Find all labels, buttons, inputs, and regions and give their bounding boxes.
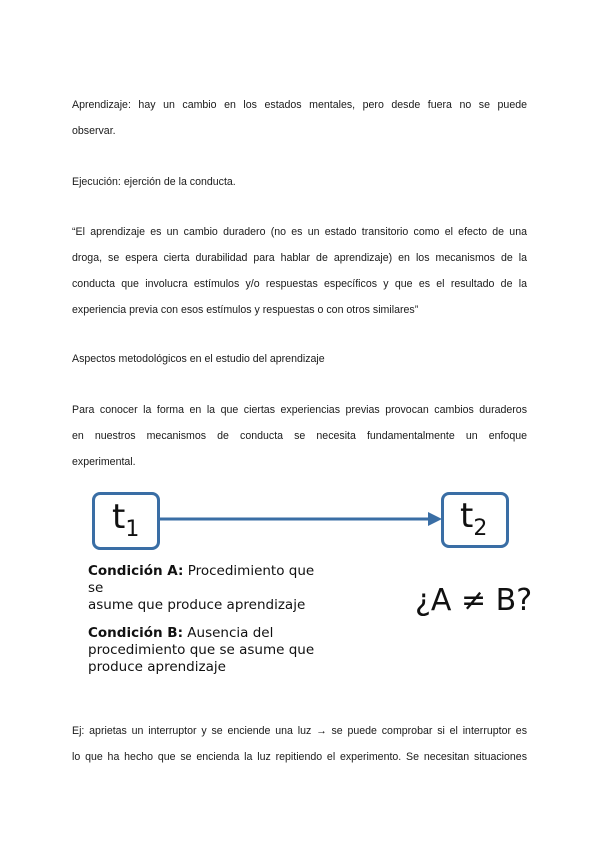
text-line: droga, se espera cierta durabilidad para hablar de aprendizaje) en los mecanismos de la — [72, 252, 527, 264]
paragraph-aspectos — [72, 346, 527, 372]
arrow-head — [428, 512, 442, 526]
paragraph-ejecucion — [72, 169, 527, 195]
text-line: Aprendizaje: hay un cambio en los estados mentales, pero desde fuera no se puede — [72, 99, 527, 111]
text-line: Ejecución: ejerción de la conducta. — [72, 176, 236, 188]
text-line: experimental. — [72, 456, 136, 468]
t2-label: $t_2$ — [460, 496, 488, 541]
paragraph-quote — [72, 219, 527, 323]
text-line: “El aprendizaje es un cambio duradero (no es un estado transitorio como el efecto de una — [72, 226, 527, 238]
text-line: observar. — [72, 125, 116, 137]
paragraph-ej — [72, 718, 527, 770]
condition-a: Condición A: Procedimiento que se asume que produce aprendizaje — [88, 563, 315, 613]
text-line: Para conocer la forma en la que ciertas experiencias previas provocan cambios duraderos — [72, 404, 527, 416]
text-line: Ej: aprietas un interruptor y se enciende una luz → se puede comprobar si el interruptor es — [72, 725, 527, 737]
text-line: Aspectos metodológicos en el estudio del aprendizaje — [72, 353, 325, 365]
text-line: en nuestros mecanismos de conducta se necesita fundamentalmente un enfoque — [72, 430, 527, 442]
text-line: experiencia previa con esos estímulos y respuestas o con otros similares” — [72, 304, 419, 316]
question-label: ¿A ≠ B? — [415, 583, 533, 618]
paragraph-aprendizaje — [72, 92, 527, 144]
t1-label: $t_1$ — [112, 497, 140, 542]
text-line: conducta que involucra estímulos y/o respuestas específicos y que es el resultado de la — [72, 278, 527, 290]
text-line: lo que ha hecho que se encienda la luz repitiendo el experimento. Se necesitan situaciones — [72, 751, 527, 763]
paragraph-conocer — [72, 397, 527, 475]
condition-b: Condición B: Ausencia del procedimiento que se asume que produce aprendizaje — [88, 625, 315, 675]
